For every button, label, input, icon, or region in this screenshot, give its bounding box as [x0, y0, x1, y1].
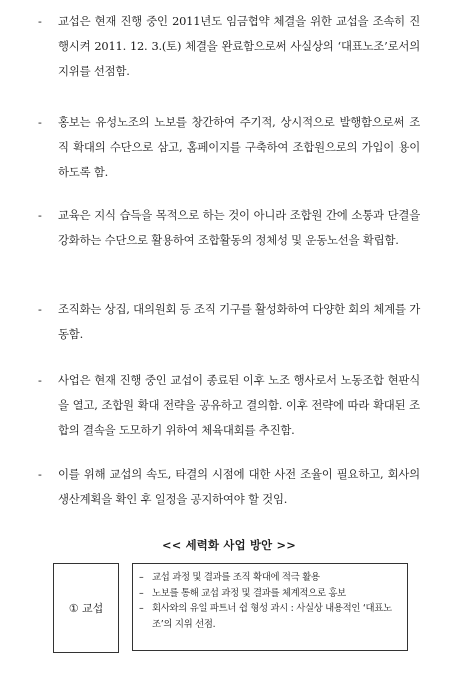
bullet-dash: -: [38, 208, 42, 222]
bullet-paragraph-events: [38, 368, 420, 443]
plan-item-dash: –: [139, 587, 144, 599]
bullet-paragraph-education: [38, 203, 420, 253]
plan-item-dash: –: [139, 572, 144, 583]
bullet-text: 조직화는 상집, 대의원회 등 조직 기구를 활성화하여 다양한 회의 체계를 가동함.: [58, 302, 420, 341]
bullet-dash: -: [38, 115, 42, 129]
bullet-text: 이를 위해 교섭의 속도, 타결의 시점에 대한 사전 조율이 필요하고, 회사의 생산계획을 확인 후 일정을 공지하여야 할 것임.: [58, 467, 420, 506]
plan-item: [139, 601, 403, 632]
plan-item-dash: –: [139, 603, 144, 614]
plan-item: [139, 570, 403, 586]
bullet-paragraph-promotion: [38, 110, 420, 185]
bullet-text: 홍보는 유성노조의 노보를 창간하여 주기적, 상시적으로 발행함으로써 조직 확대의 수단으로 삼고, 홈페이지를 구축하여 조합원으로의 가입이 용이하도록 함.: [58, 115, 420, 179]
bullet-text: 교섭은 현재 진행 중인 2011년도 임금협약 체결을 위한 교섭을 조속히 진행시켜 2011. 12. 3.(토) 체결을 완료함으로써 사실상의 ‘대표노조’로서의 지위를 선점함.: [58, 14, 420, 78]
bullet-dash: -: [38, 14, 42, 28]
bullet-dash: -: [38, 467, 42, 481]
bullet-paragraph-organization: [38, 297, 420, 347]
plan-item-text: 회사와의 유일 파트너 쉽 형성 과시 : 사실상 내용적인 ‘대표노조’의 지위 선점.: [152, 603, 392, 630]
bullet-paragraph-schedule: [38, 462, 420, 512]
bullet-dash: -: [38, 302, 42, 316]
plan-label-box: [53, 563, 119, 653]
bullet-dash: -: [38, 373, 42, 387]
plan-item: [139, 586, 403, 602]
plan-items-box: [132, 563, 408, 651]
plan-item-text: 노보를 통해 교섭 과정 및 결과를 체계적으로 홍보: [152, 587, 346, 599]
plan-item-text: 교섭 과정 및 결과를 조직 확대에 적극 활용: [152, 572, 320, 583]
bullet-text: 교육은 지식 습득을 목적으로 하는 것이 아니라 조합원 간에 소통과 단결을 강화하는 수단으로 활용하여 조합활동의 정체성 및 운동노선을 확립함.: [58, 208, 420, 247]
plan-label: ① 교섭: [68, 602, 104, 615]
section-title: << 세력화 사업 방안 >>: [161, 538, 297, 552]
bullet-paragraph-negotiation: [38, 9, 420, 84]
bullet-text: 사업은 현재 진행 중인 교섭이 종료된 이후 노조 행사로서 노동조합 현판식을 열고, 조합원 확대 전략을 공유하고 결의함. 이후 전략에 따라 확대된 조합의 결속을 도모하기 위하여 체육대회를 추진함.: [58, 373, 420, 437]
